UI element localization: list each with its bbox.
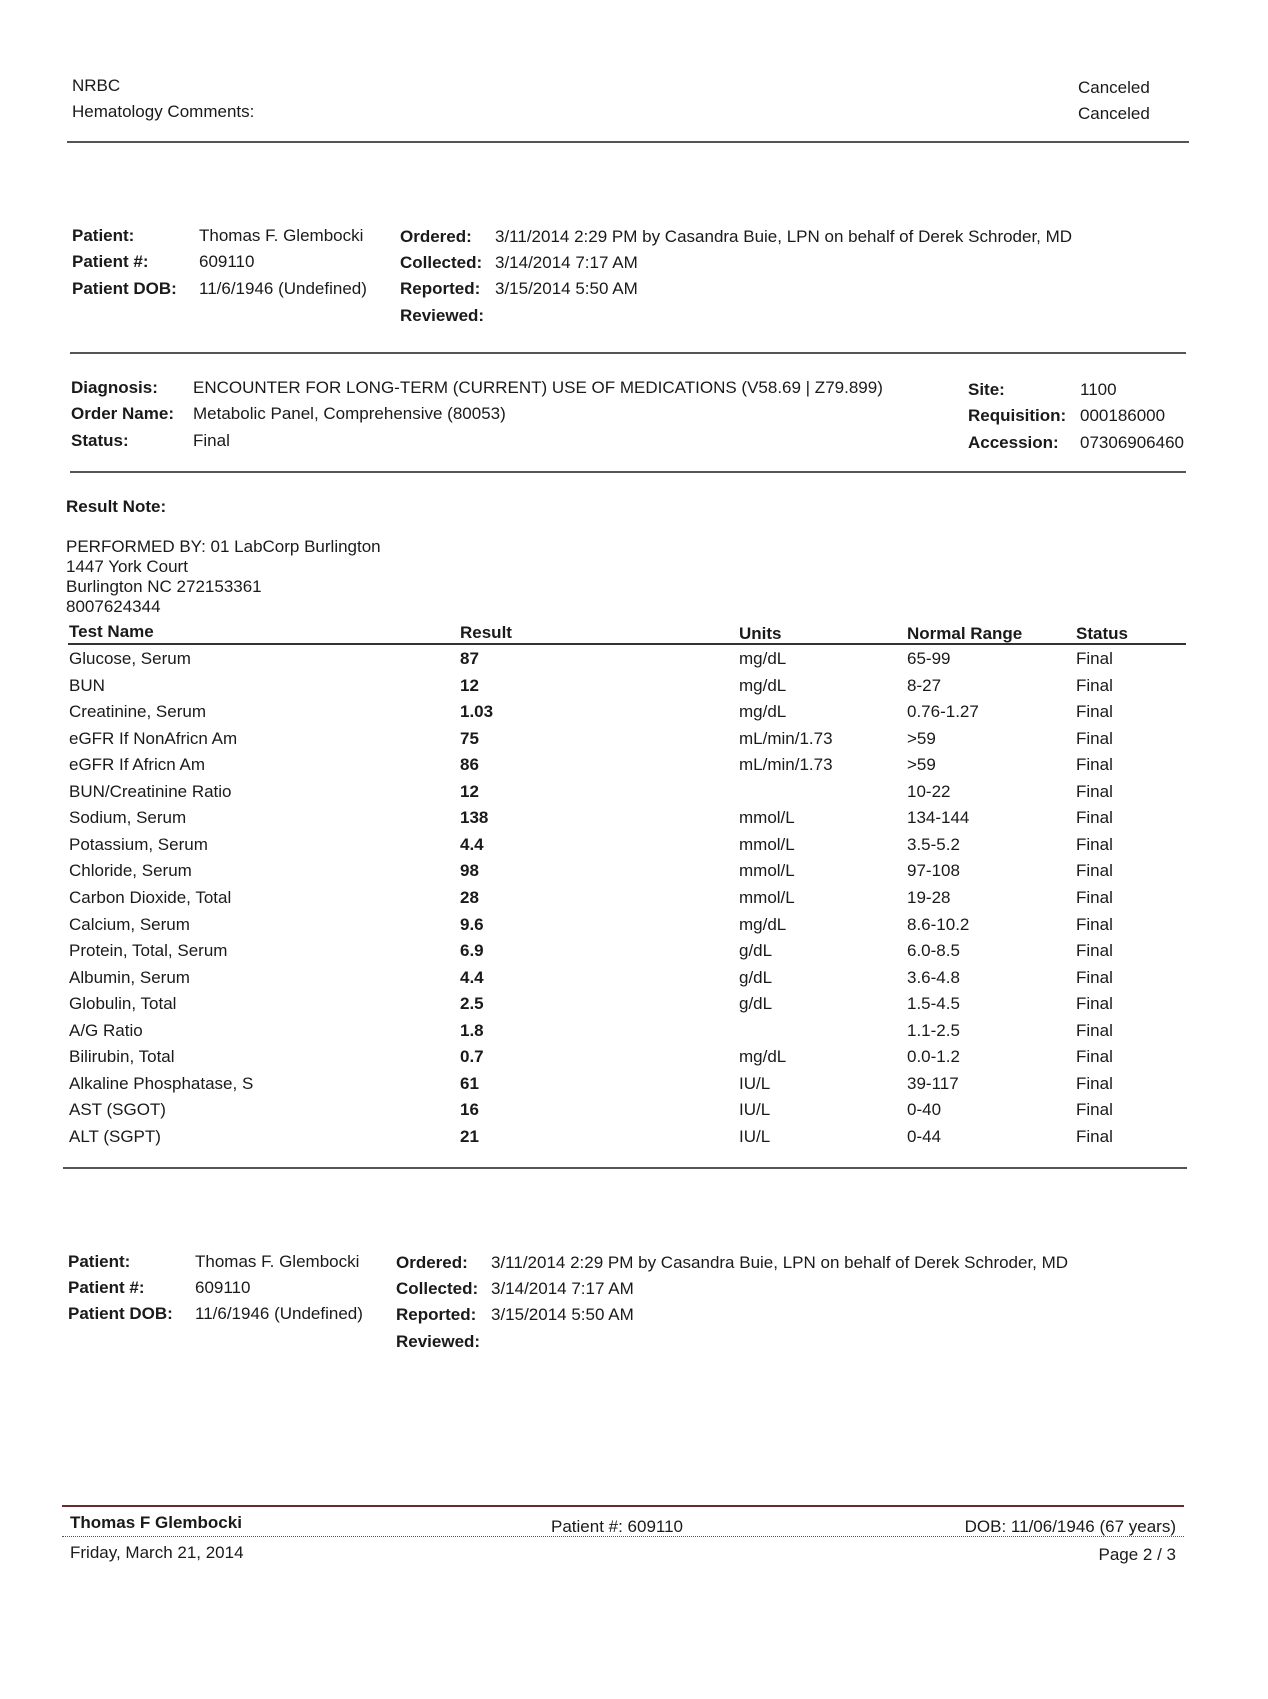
test-name: Sodium, Serum bbox=[69, 808, 187, 828]
lab-address-line2: Burlington NC 272153361 bbox=[66, 577, 262, 596]
units: mg/dL bbox=[739, 649, 787, 668]
normal-range: 6.0-8.5 bbox=[907, 941, 960, 961]
column-header-result: Result bbox=[460, 623, 512, 642]
test-name: Globulin, Total bbox=[69, 994, 177, 1014]
site-label: Site: bbox=[968, 380, 1005, 399]
units: mmol/L bbox=[739, 808, 795, 828]
collected-label: Collected: bbox=[400, 253, 483, 272]
patient-dob: 11/6/1946 (Undefined) bbox=[195, 1304, 363, 1323]
normal-range: 134-144 bbox=[907, 808, 970, 828]
normal-range: 10-22 bbox=[907, 781, 951, 801]
units: IU/L bbox=[739, 1126, 771, 1146]
test-name: AST (SGOT) bbox=[69, 1100, 166, 1120]
collected-value: 3/14/2014 7:17 AM bbox=[491, 1279, 634, 1298]
diagnosis-label: Diagnosis: bbox=[71, 378, 158, 397]
normal-range: 8-27 bbox=[907, 675, 942, 695]
result-status: Final bbox=[1076, 914, 1113, 934]
diagnosis-value: ENCOUNTER FOR LONG-TERM (CURRENT) USE OF MEDICATIONS (V58.69 | Z79.899) bbox=[193, 378, 883, 397]
normal-range: 39-117 bbox=[907, 1073, 959, 1093]
footer-date: Friday, March 21, 2014 bbox=[70, 1543, 244, 1562]
normal-range: >59 bbox=[907, 755, 936, 775]
result-status: Final bbox=[1076, 781, 1113, 801]
result-value: 86 bbox=[460, 755, 479, 775]
test-name: eGFR If NonAfricn Am bbox=[69, 728, 238, 748]
result-value: 16 bbox=[460, 1100, 479, 1120]
reported-label: Reported: bbox=[400, 279, 481, 298]
table-row bbox=[0, 1074, 1268, 1100]
patient-number: 609110 bbox=[199, 252, 255, 271]
column-header-test-name: Test Name bbox=[69, 622, 154, 641]
footer-patient-name: Thomas F Glembocki bbox=[70, 1513, 242, 1532]
units: g/dL bbox=[739, 941, 773, 961]
ordered-value: 3/11/2014 2:29 PM by Casandra Buie, LPN on behalf of Derek Schroder, MD bbox=[495, 227, 1073, 246]
test-name: Protein, Total, Serum bbox=[69, 941, 228, 961]
units: mL/min/1.73 bbox=[739, 728, 833, 748]
result-status: Final bbox=[1076, 994, 1113, 1014]
ordered-label: Ordered: bbox=[400, 227, 472, 246]
normal-range: 0.0-1.2 bbox=[907, 1047, 960, 1067]
result-status: Final bbox=[1076, 702, 1113, 722]
patient-label: Patient: bbox=[68, 1252, 131, 1271]
performed-by: PERFORMED BY: 01 LabCorp Burlington bbox=[66, 537, 381, 556]
patient-number: 609110 bbox=[195, 1278, 251, 1297]
normal-range: 3.5-5.2 bbox=[907, 834, 960, 854]
result-status: Final bbox=[1076, 755, 1113, 775]
ordered-value: 3/11/2014 2:29 PM by Casandra Buie, LPN on behalf of Derek Schroder, MD bbox=[491, 1253, 1069, 1272]
result-value: 87 bbox=[460, 649, 479, 668]
result-status: Final bbox=[1076, 649, 1113, 668]
test-name: Calcium, Serum bbox=[69, 914, 190, 934]
reported-value: 3/15/2014 5:50 AM bbox=[495, 279, 638, 298]
patient-name: Thomas F. Glembocki bbox=[199, 226, 364, 245]
result-status: Final bbox=[1076, 1073, 1113, 1093]
test-name: Potassium, Serum bbox=[69, 834, 208, 854]
column-header-units: Units bbox=[739, 624, 782, 643]
units: mmol/L bbox=[739, 861, 795, 881]
normal-range: 97-108 bbox=[907, 861, 960, 881]
table-row bbox=[0, 702, 1268, 728]
table-row bbox=[0, 861, 1268, 887]
table-row bbox=[0, 1021, 1268, 1047]
result-status: Final bbox=[1076, 1126, 1113, 1146]
collected-value: 3/14/2014 7:17 AM bbox=[495, 253, 638, 272]
result-status: Final bbox=[1076, 834, 1113, 854]
table-row bbox=[0, 649, 1268, 675]
table-row bbox=[0, 729, 1268, 755]
result-value: 98 bbox=[460, 861, 479, 881]
divider bbox=[70, 471, 1186, 473]
normal-range: 0-40 bbox=[907, 1100, 942, 1120]
units: mg/dL bbox=[739, 914, 787, 934]
result-value: 9.6 bbox=[460, 914, 484, 934]
reported-label: Reported: bbox=[396, 1305, 477, 1324]
lab-phone: 8007624344 bbox=[66, 597, 161, 616]
units: g/dL bbox=[739, 994, 773, 1014]
footer-page-number: Page 2 / 3 bbox=[1098, 1545, 1176, 1564]
result-value: 4.4 bbox=[460, 834, 484, 854]
test-name: Chloride, Serum bbox=[69, 861, 192, 881]
units: mg/dL bbox=[739, 675, 787, 695]
table-row bbox=[0, 941, 1268, 967]
table-row bbox=[0, 888, 1268, 914]
hematology-status-comments: Canceled bbox=[1078, 104, 1150, 123]
test-name: BUN bbox=[69, 675, 105, 695]
result-status: Final bbox=[1076, 1020, 1113, 1040]
result-value: 75 bbox=[460, 728, 479, 748]
hematology-label-comments: Hematology Comments: bbox=[72, 102, 255, 121]
normal-range: 65-99 bbox=[907, 649, 951, 668]
site-value: 1100 bbox=[1080, 380, 1117, 399]
result-value: 12 bbox=[460, 781, 479, 801]
patient-number-label: Patient #: bbox=[68, 1278, 145, 1297]
result-value: 1.8 bbox=[460, 1020, 484, 1040]
normal-range: 0.76-1.27 bbox=[907, 702, 979, 722]
test-name: Glucose, Serum bbox=[69, 649, 191, 668]
table-row bbox=[0, 1047, 1268, 1073]
order-name-value: Metabolic Panel, Comprehensive (80053) bbox=[193, 404, 506, 423]
order-name-label: Order Name: bbox=[71, 404, 174, 423]
table-row bbox=[0, 915, 1268, 941]
result-status: Final bbox=[1076, 887, 1113, 907]
footer-dob: DOB: 11/06/1946 (67 years) bbox=[964, 1517, 1176, 1536]
result-value: 6.9 bbox=[460, 941, 484, 961]
test-name: Alkaline Phosphatase, S bbox=[69, 1073, 254, 1093]
accession-value: 07306906460 bbox=[1080, 433, 1185, 452]
normal-range: >59 bbox=[907, 728, 936, 748]
normal-range: 19-28 bbox=[907, 887, 951, 907]
test-name: eGFR If Africn Am bbox=[69, 755, 206, 775]
test-name: A/G Ratio bbox=[69, 1020, 143, 1040]
result-status: Final bbox=[1076, 861, 1113, 881]
table-header-rule bbox=[68, 643, 1186, 645]
result-value: 138 bbox=[460, 808, 489, 828]
reported-value: 3/15/2014 5:50 AM bbox=[491, 1305, 634, 1324]
patient-dob-label: Patient DOB: bbox=[68, 1304, 173, 1323]
result-status: Final bbox=[1076, 728, 1113, 748]
result-status: Final bbox=[1076, 941, 1113, 961]
lab-address-line1: 1447 York Court bbox=[66, 557, 188, 576]
test-name: Albumin, Serum bbox=[69, 967, 190, 987]
column-header-normal-range: Normal Range bbox=[907, 624, 1023, 643]
footer-patient-number: Patient #: 609110 bbox=[551, 1517, 684, 1536]
patient-dob: 11/6/1946 (Undefined) bbox=[199, 279, 367, 298]
divider bbox=[70, 352, 1186, 354]
result-status: Final bbox=[1076, 1047, 1113, 1067]
test-name: ALT (SGPT) bbox=[69, 1126, 161, 1146]
result-status: Final bbox=[1076, 675, 1113, 695]
result-value: 0.7 bbox=[460, 1047, 484, 1067]
result-value: 4.4 bbox=[460, 967, 484, 987]
requisition-value: 000186000 bbox=[1080, 406, 1166, 425]
table-row bbox=[0, 994, 1268, 1020]
result-value: 21 bbox=[460, 1126, 479, 1146]
patient-dob-label: Patient DOB: bbox=[72, 279, 177, 298]
order-status-value: Final bbox=[193, 431, 230, 450]
table-row bbox=[0, 782, 1268, 808]
result-value: 1.03 bbox=[460, 702, 494, 722]
order-status-label: Status: bbox=[71, 431, 129, 450]
normal-range: 0-44 bbox=[907, 1126, 942, 1146]
units: mmol/L bbox=[739, 887, 795, 907]
units: mmol/L bbox=[739, 834, 795, 854]
table-row bbox=[0, 676, 1268, 702]
table-row bbox=[0, 968, 1268, 994]
patient-number-label: Patient #: bbox=[72, 252, 149, 271]
reviewed-label: Reviewed: bbox=[396, 1332, 481, 1351]
collected-label: Collected: bbox=[396, 1279, 479, 1298]
normal-range: 1.5-4.5 bbox=[907, 994, 960, 1014]
table-row bbox=[0, 1100, 1268, 1126]
normal-range: 3.6-4.8 bbox=[907, 967, 960, 987]
units: IU/L bbox=[739, 1073, 771, 1093]
test-name: BUN/Creatinine Ratio bbox=[69, 781, 232, 801]
column-header-status: Status bbox=[1076, 624, 1128, 643]
divider bbox=[63, 1167, 1187, 1169]
accession-label: Accession: bbox=[968, 433, 1059, 452]
units: mg/dL bbox=[739, 1047, 787, 1067]
result-value: 2.5 bbox=[460, 994, 484, 1014]
reviewed-label: Reviewed: bbox=[400, 306, 485, 325]
units: mL/min/1.73 bbox=[739, 755, 833, 775]
normal-range: 8.6-10.2 bbox=[907, 914, 970, 934]
hematology-label-nrbc: NRBC bbox=[72, 76, 121, 95]
test-name: Bilirubin, Total bbox=[69, 1047, 175, 1067]
table-row bbox=[0, 755, 1268, 781]
divider bbox=[67, 141, 1189, 143]
table-row bbox=[0, 1127, 1268, 1153]
patient-label: Patient: bbox=[72, 226, 135, 245]
result-note-label: Result Note: bbox=[66, 497, 167, 516]
table-row bbox=[0, 835, 1268, 861]
result-value: 61 bbox=[460, 1073, 479, 1093]
result-status: Final bbox=[1076, 808, 1113, 828]
footer-rule bbox=[62, 1505, 1184, 1507]
result-status: Final bbox=[1076, 1100, 1113, 1120]
test-name: Creatinine, Serum bbox=[69, 702, 207, 722]
table-row bbox=[0, 808, 1268, 834]
ordered-label: Ordered: bbox=[396, 1253, 468, 1272]
units: g/dL bbox=[739, 967, 773, 987]
requisition-label: Requisition: bbox=[968, 406, 1067, 425]
result-status: Final bbox=[1076, 967, 1113, 987]
units: IU/L bbox=[739, 1100, 771, 1120]
test-name: Carbon Dioxide, Total bbox=[69, 887, 232, 907]
result-value: 12 bbox=[460, 675, 479, 695]
units: mg/dL bbox=[739, 702, 787, 722]
result-value: 28 bbox=[460, 887, 479, 907]
normal-range: 1.1-2.5 bbox=[907, 1020, 960, 1040]
hematology-status-nrbc: Canceled bbox=[1078, 78, 1150, 97]
patient-name: Thomas F. Glembocki bbox=[195, 1252, 360, 1271]
